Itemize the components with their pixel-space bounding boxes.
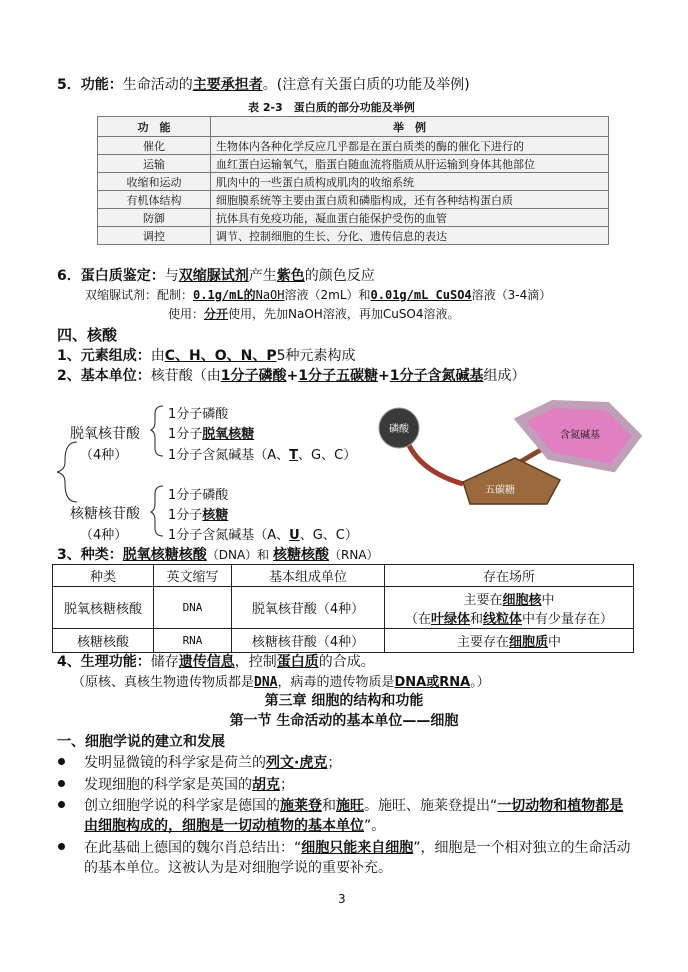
physiological-function-line [57, 651, 375, 671]
section-5-line [57, 74, 470, 94]
text: （原核、真核生物遗传物质都是 [72, 675, 255, 690]
text: 主要在 [463, 592, 503, 608]
ribo-item-1: 1分子磷酸 [168, 488, 229, 503]
cell: 血红蛋白运输氧气，脂蛋白随血流将脂质从肝运输到身体其他部位 [211, 155, 609, 173]
key-term: 叶绿体 [430, 611, 470, 627]
table-row [98, 209, 609, 227]
key-term: C、H、O、N、P [164, 348, 277, 364]
key-term: 分开 [204, 307, 229, 321]
text: 。施旺、施莱登提出“ [364, 798, 498, 814]
ribo-item-2 [168, 504, 228, 523]
cell: 抗体具有免疫功能，凝血蛋白能保护受伤的血管 [211, 209, 609, 227]
cell: 调控 [98, 227, 211, 245]
key-term: T [289, 448, 299, 463]
text: 中 [548, 635, 562, 650]
section-5-heading: 5．功能： [57, 77, 123, 93]
cell: 核糖核苷酸（4种） [232, 629, 385, 653]
text: 组成） [483, 368, 526, 384]
key-term: 1分子磷酸 [220, 368, 287, 384]
text: 中 [541, 592, 555, 608]
key-term: 脱氧核糖 [202, 427, 255, 442]
key-term: 蛋白质 [276, 654, 319, 670]
table-row [98, 227, 609, 245]
elements-line [57, 345, 356, 365]
text: 。(注意有关蛋白质的功能及举例) [262, 77, 470, 93]
cell: RNA [154, 629, 232, 653]
table-row [98, 155, 609, 173]
key-term: DNA或RNA [394, 675, 471, 690]
bullet-virchow [84, 837, 631, 857]
cell: 核糖核酸 [53, 629, 154, 653]
key-term: 1分子含氮碱基 [389, 368, 484, 384]
deoxynucleotide-count: （4种） [80, 448, 128, 463]
text: ”，细胞是一个相对独立的生命活动 [413, 840, 631, 856]
basic-unit-line [57, 365, 525, 385]
key-term: 0.01g/mL CuSO4 [370, 288, 472, 302]
key-term: 细胞只能来自细胞 [301, 840, 414, 856]
sugar-pentagon [463, 458, 560, 504]
key-term: 施莱登 [280, 798, 322, 814]
text: （RNA） [329, 548, 379, 562]
text: 1分子含氮碱基（A、 [168, 448, 290, 463]
text: 和 [469, 611, 483, 627]
bullet-icon [58, 780, 65, 787]
text: 1分子含氮碱基（A、 [168, 528, 290, 543]
column-header: 基本组成单位 [232, 565, 385, 587]
types-line [57, 544, 379, 564]
cell [385, 629, 634, 653]
text: 与 [164, 268, 179, 284]
cell: 有机体结构 [98, 191, 211, 209]
cell: 脱氧核苷酸（4种） [232, 587, 385, 629]
genetic-material-note [72, 671, 490, 690]
ribonucleotide-count: （4种） [80, 528, 128, 543]
column-header: 英文缩写 [154, 565, 232, 587]
bullet-microscope [84, 752, 341, 772]
column-header: 种类 [53, 565, 154, 587]
nucleotide-diagram [375, 398, 645, 508]
text: 中有少量存在） [522, 611, 614, 627]
text: 和 [322, 798, 336, 814]
sugar-label: 五碳糖 [485, 485, 515, 496]
text: 的合成。 [318, 654, 375, 670]
key-term: DNA [254, 675, 278, 690]
key-term: 线粒体 [483, 611, 523, 627]
text: 发现细胞的科学家是英国的 [84, 777, 252, 793]
column-header: 存在场所 [385, 565, 634, 587]
item-heading: 2、基本单位： [57, 368, 151, 384]
cell: 脱氧核糖核酸 [53, 587, 154, 629]
item-heading: 3、种类： [57, 547, 123, 563]
bullet-icon [58, 758, 65, 765]
cell: 细胞膜系统等主要由蛋白质和磷脂构成，还有各种结构蛋白质 [211, 191, 609, 209]
chapter-title: 第三章 细胞的结构和功能 [264, 693, 424, 709]
table-row [98, 191, 609, 209]
key-term: U [289, 528, 300, 543]
key-term: 脱氧核糖核酸 [122, 547, 207, 563]
table-row [53, 629, 634, 653]
text: ； [327, 755, 342, 771]
cell [385, 587, 634, 629]
item-heading: 4、生理功能： [57, 654, 151, 670]
column-header: 举 例 [211, 117, 609, 137]
reagent-use-line [168, 305, 460, 322]
text: 的颜色反应 [304, 268, 375, 284]
key-term: 双缩脲试剂 [178, 268, 249, 284]
key-term: 一切动物和植物都是 [497, 798, 624, 814]
text: 、G、C） [299, 528, 358, 543]
protein-function-table [97, 116, 609, 245]
key-term: 主要承担者 [192, 77, 263, 93]
text: ，控制 [234, 654, 277, 670]
table-row [53, 587, 634, 629]
text: + [286, 368, 299, 384]
key-term: 胡克 [252, 777, 280, 793]
text: 溶液（3-4滴） [471, 288, 552, 302]
key-term: 列文·虎克 [266, 755, 328, 771]
text: 主要存在 [456, 635, 509, 650]
key-term: 1分子五碳糖 [298, 368, 378, 384]
text: 溶液（2mL）和 [284, 288, 371, 302]
text: 生命活动的 [122, 77, 193, 93]
key-term: 细胞核 [502, 592, 542, 608]
key-term: 紫色 [276, 268, 305, 284]
bullet-icon [58, 843, 65, 850]
section-6-heading: 6．蛋白质鉴定： [57, 268, 165, 284]
text: 双缩脲试剂：配制： [85, 288, 194, 302]
text: 、G、C） [298, 448, 357, 463]
cell-theory-heading: 一、细胞学说的建立和发展 [57, 734, 225, 750]
key-term: 施旺 [336, 798, 364, 814]
cell: 催化 [98, 137, 211, 155]
text: 使用： [168, 307, 205, 321]
text: 由 [150, 348, 165, 364]
key-term: 核糖核酸 [273, 547, 329, 563]
bullet-virchow-cont: 的基本单位。这被认为是对细胞学说的重要补充。 [84, 860, 392, 876]
table-row [98, 137, 609, 155]
deoxy-item-1: 1分子磷酸 [168, 407, 229, 422]
section-6-line [57, 265, 375, 285]
text: 1分子 [168, 427, 203, 442]
text: （在 [404, 611, 431, 627]
key-term: 遗传信息 [178, 654, 235, 670]
cell: 收缩和运动 [98, 173, 211, 191]
text: 储存 [150, 654, 179, 670]
item-heading: 1、元素组成： [57, 348, 151, 364]
key-term: 核糖 [202, 508, 229, 523]
section-heading-nucleic-acid: 四、核酸 [57, 326, 118, 344]
cell: DNA [154, 587, 232, 629]
text: 。） [470, 675, 490, 690]
text: ； [280, 777, 294, 793]
cell: 防御 [98, 209, 211, 227]
bullet-cell-theory [84, 795, 623, 815]
text: 发明显微镜的科学家是荷兰的 [84, 755, 266, 771]
cell: 肌肉中的一些蛋白质构成肌肉的收缩系统 [211, 173, 609, 191]
text: 使用，先加NaOH溶液，再加CuSO4溶液。 [228, 307, 460, 321]
text: （DNA）和 [206, 548, 273, 562]
ribo-item-3 [168, 524, 358, 543]
text: ，病毒的遗传物质是 [277, 675, 395, 690]
bullet-cell-theory-cont [84, 815, 385, 835]
bullet-cell-discovery [84, 774, 294, 794]
text: 1分子 [168, 508, 203, 523]
section-title: 第一节 生命活动的基本单位——细胞 [229, 713, 459, 729]
phosphate-label: 磷酸 [389, 424, 409, 435]
cell: 生物体内各种化学反应几乎都是在蛋白质类的酶的催化下进行的 [211, 137, 609, 155]
cell: 调节、控制细胞的生长、分化、遗传信息的表达 [211, 227, 609, 245]
text: 创立细胞学说的科学家是德国的 [84, 798, 280, 814]
nucleic-acid-table [52, 564, 634, 653]
cell: 运输 [98, 155, 211, 173]
reagent-prep-line [85, 286, 551, 303]
page-number: 3 [338, 892, 346, 906]
deoxy-item-2 [168, 423, 254, 442]
text: + [377, 368, 390, 384]
key-term: NaOH [255, 288, 285, 302]
text: 核苷酸（由 [150, 368, 221, 384]
text: ”。 [364, 818, 386, 834]
deoxynucleotide-label: 脱氧核苷酸 [70, 426, 140, 442]
bullet-icon [58, 801, 65, 808]
deoxy-item-3 [168, 444, 356, 463]
text: 5种元素构成 [276, 348, 356, 364]
ribonucleotide-label: 核糖核苷酸 [70, 506, 140, 522]
text: 在此基础上德国的魏尔肖总结出：“ [84, 840, 302, 856]
text: 产生 [248, 268, 277, 284]
key-term: 由细胞构成的，细胞是一切动植物的基本单位 [84, 818, 364, 834]
key-term: 细胞质 [508, 635, 548, 650]
table-caption: 表 2-3 蛋白质的部分功能及举例 [248, 101, 415, 114]
table-row [98, 173, 609, 191]
key-term: 0.1g/mL的 [193, 288, 256, 302]
base-label: 含氮碱基 [560, 430, 600, 441]
column-header: 功 能 [98, 117, 211, 137]
